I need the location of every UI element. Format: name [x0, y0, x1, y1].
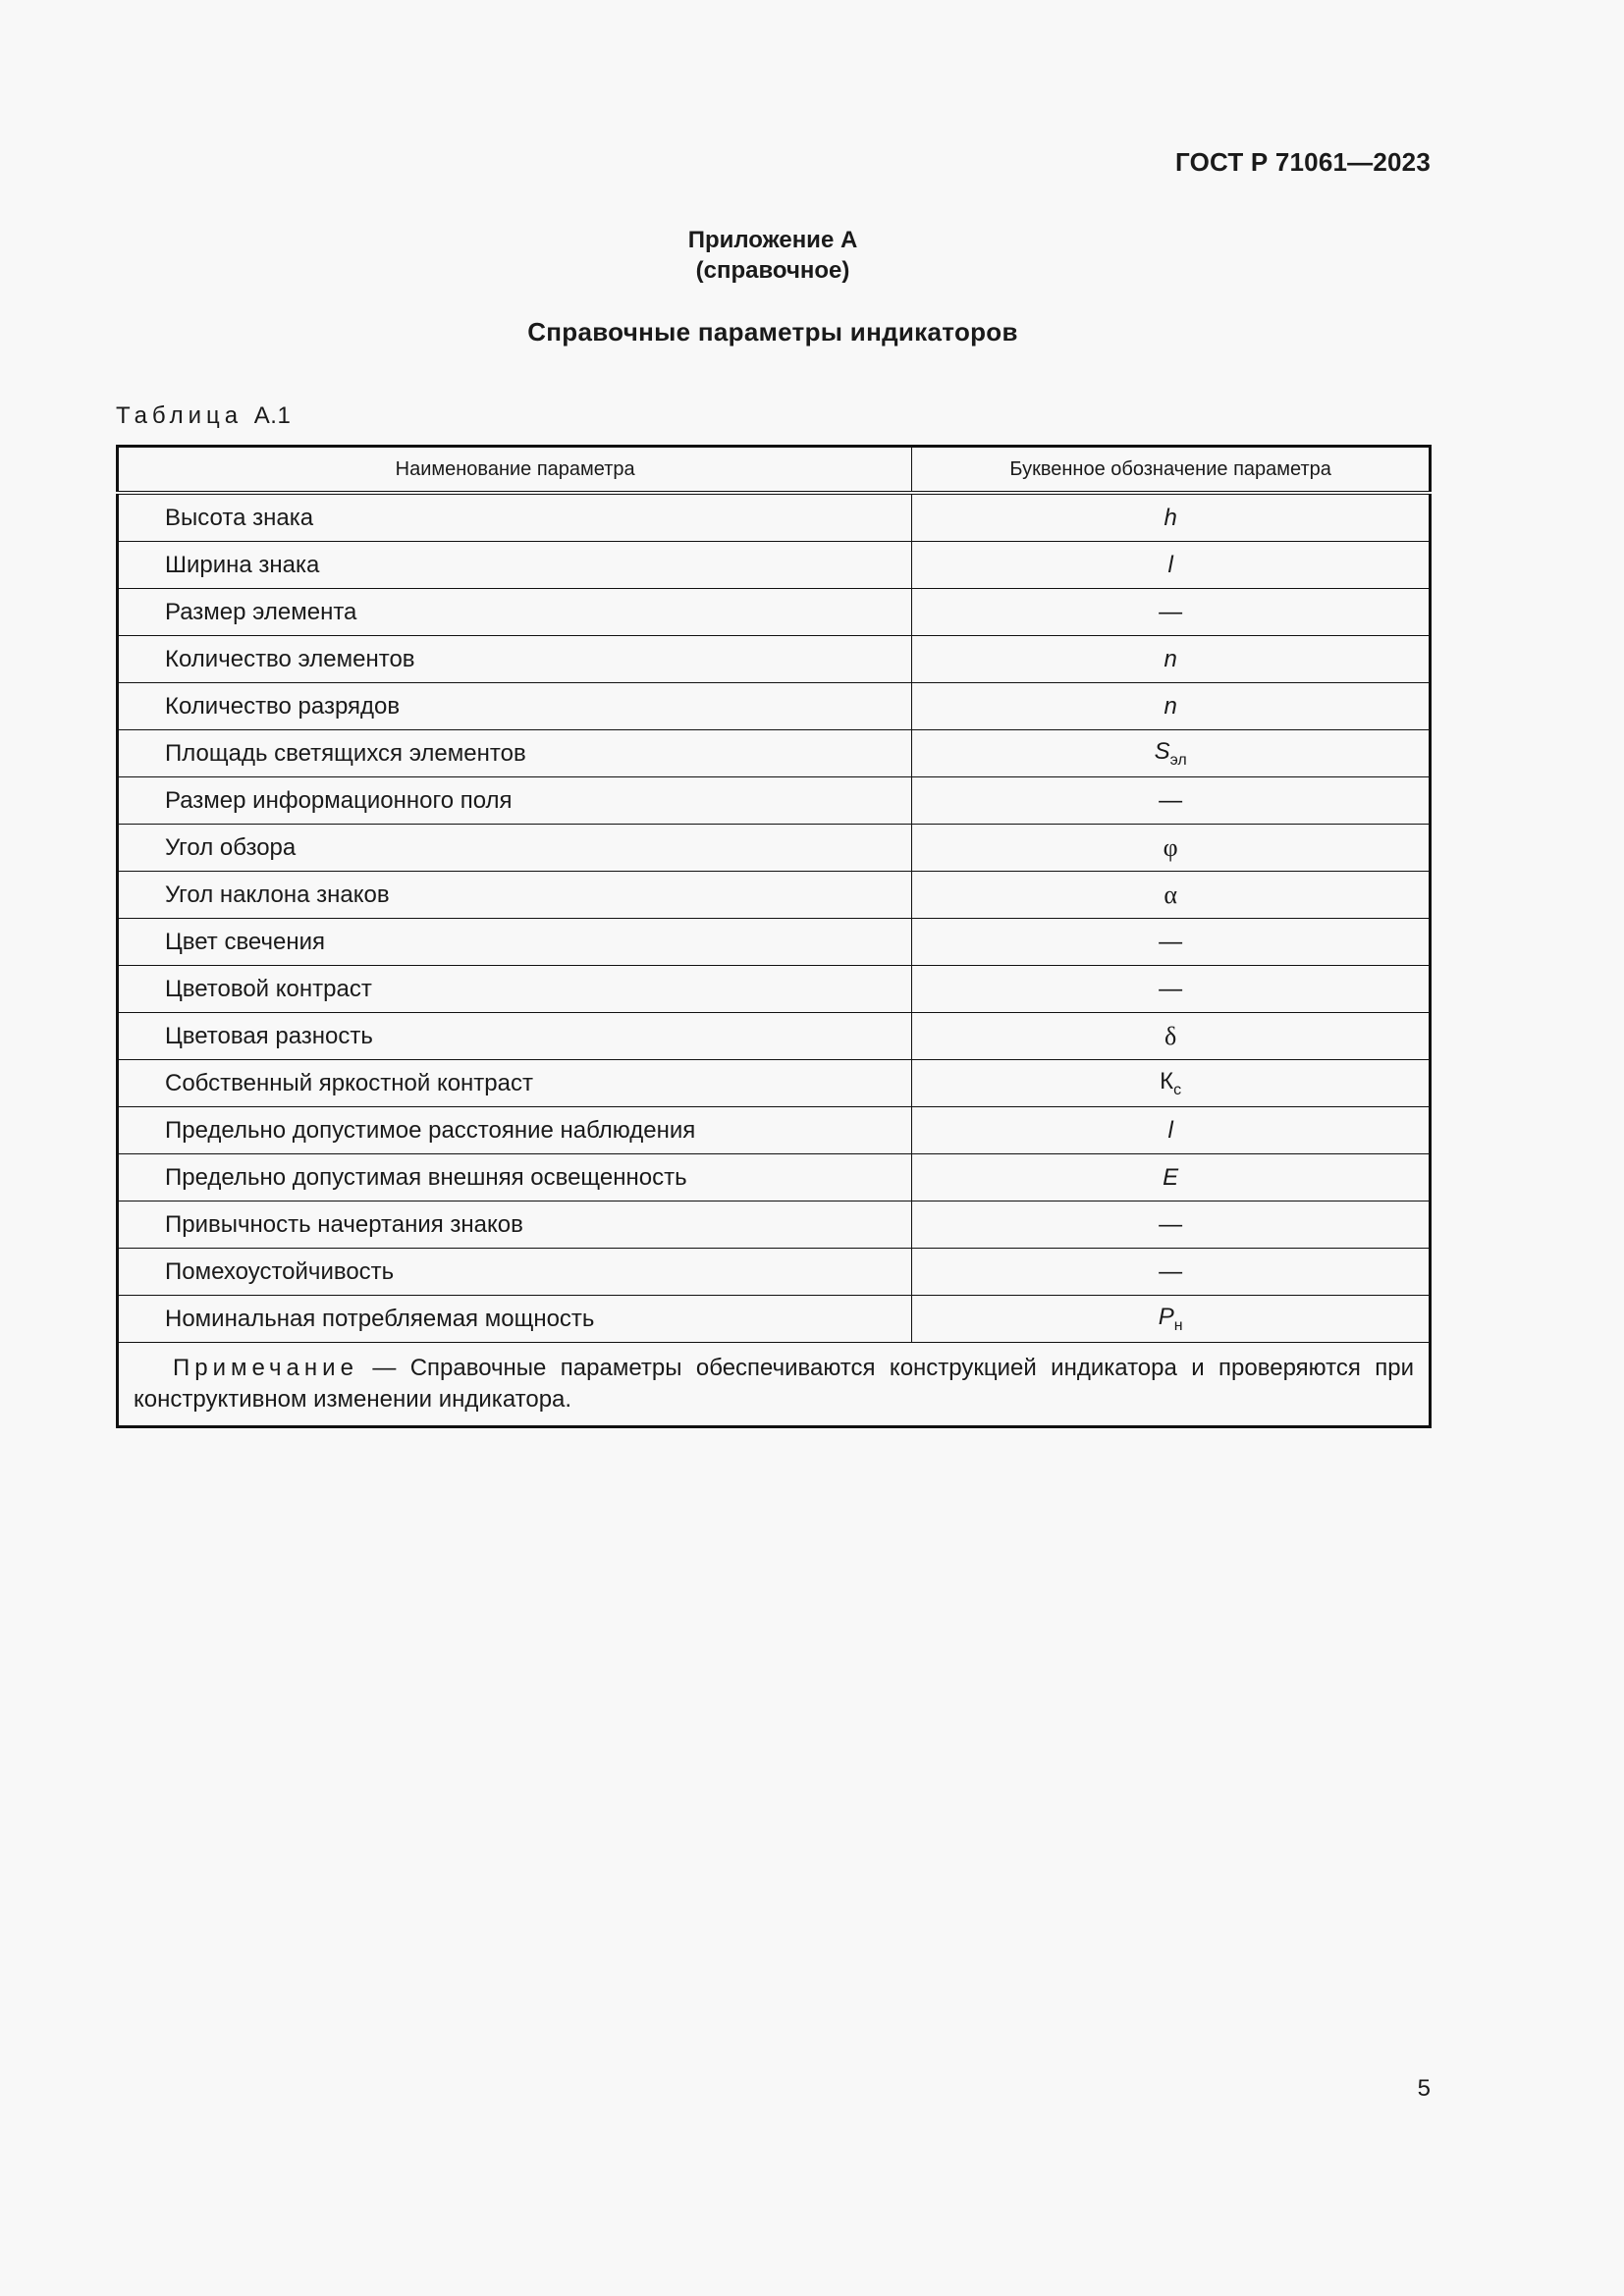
parameter-name: Предельно допустимое расстояние наблюдения [118, 1107, 912, 1154]
parameter-name: Угол обзора [118, 825, 912, 872]
parameter-symbol: — [1159, 975, 1183, 1002]
parameter-symbol: h [1164, 504, 1177, 531]
table-caption-word: Таблица [116, 402, 244, 429]
parameter-symbol: — [1159, 928, 1183, 955]
parameter-symbol-cell [912, 872, 1431, 919]
parameter-name: Цветовой контраст [118, 966, 912, 1013]
annex-heading [0, 225, 1545, 286]
section-title: Справочные параметры индикаторов [527, 317, 1018, 347]
parameter-symbol-cell [912, 1201, 1431, 1249]
parameter-symbol: δ [1164, 1021, 1177, 1050]
parameter-symbol-cell [912, 919, 1431, 966]
parameter-symbol-subscript: с [1173, 1081, 1182, 1098]
parameter-symbol-cell [912, 1296, 1431, 1343]
parameter-name: Предельно допустимая внешняя освещенность [118, 1154, 912, 1201]
table-row [118, 1060, 1431, 1107]
table-row [118, 730, 1431, 777]
parameter-symbol: α [1164, 880, 1177, 909]
table-caption-number: А.1 [253, 402, 292, 429]
table-row [118, 542, 1431, 589]
parameter-symbol: E [1163, 1163, 1179, 1191]
table-row [118, 825, 1431, 872]
parameter-name: Количество элементов [118, 636, 912, 683]
table-header-row [118, 447, 1431, 494]
parameter-name: Высота знака [118, 493, 912, 542]
parameter-symbol: — [1159, 786, 1183, 814]
table-row [118, 1107, 1431, 1154]
annex-title: Приложение А [687, 227, 858, 253]
parameter-symbol-cell [912, 589, 1431, 636]
parameter-name: Помехоустойчивость [118, 1249, 912, 1296]
parameters-table [116, 445, 1432, 1428]
parameter-symbol-cell [912, 777, 1431, 825]
parameter-symbol-subscript: н [1173, 1316, 1183, 1334]
table-row [118, 1154, 1431, 1201]
parameter-symbol: К [1160, 1067, 1174, 1095]
parameter-symbol-cell [912, 636, 1431, 683]
parameter-symbol-cell [912, 542, 1431, 589]
parameter-name: Размер элемента [118, 589, 912, 636]
table-body [118, 493, 1431, 1343]
parameter-symbol: P [1158, 1303, 1174, 1330]
parameter-symbol: n [1164, 692, 1177, 720]
table-row [118, 493, 1431, 542]
parameter-name: Привычность начертания знаков [118, 1201, 912, 1249]
table-row [118, 872, 1431, 919]
parameter-name: Ширина знака [118, 542, 912, 589]
parameter-symbol-subscript: эл [1169, 751, 1187, 769]
note-text: — Справочные параметры обеспечиваются конструкцией индикатора и проверяются при конструктивном изменении индикатора. [134, 1355, 1414, 1413]
table-note [118, 1343, 1431, 1427]
parameter-symbol-cell [912, 730, 1431, 777]
note-label: Примечание [173, 1355, 358, 1381]
table-row [118, 1013, 1431, 1060]
parameter-symbol: — [1159, 598, 1183, 625]
parameter-name: Размер информационного поля [118, 777, 912, 825]
table-row [118, 1296, 1431, 1343]
parameter-symbol-cell [912, 825, 1431, 872]
annex-status: (справочное) [695, 257, 850, 284]
table-row [118, 777, 1431, 825]
parameter-symbol: φ [1163, 832, 1178, 862]
table-row [118, 966, 1431, 1013]
parameter-name: Цвет свечения [118, 919, 912, 966]
table-row [118, 683, 1431, 730]
parameter-symbol-cell [912, 683, 1431, 730]
parameter-symbol-cell [912, 1107, 1431, 1154]
parameter-symbol-cell [912, 966, 1431, 1013]
table-row [118, 919, 1431, 966]
parameter-symbol-cell [912, 1249, 1431, 1296]
parameter-symbol: l [1167, 1116, 1173, 1144]
table-caption [116, 402, 291, 430]
parameter-symbol: n [1164, 645, 1177, 672]
parameter-symbol-cell [912, 493, 1431, 542]
parameter-symbol-cell [912, 1013, 1431, 1060]
column-header-name: Наименование параметра [118, 447, 912, 494]
parameter-name: Собственный яркостной контраст [118, 1060, 912, 1107]
table-note-row [118, 1343, 1431, 1427]
parameter-name: Площадь светящихся элементов [118, 730, 912, 777]
parameter-symbol: S [1154, 737, 1170, 765]
parameter-symbol-cell [912, 1154, 1431, 1201]
parameter-name: Угол наклона знаков [118, 872, 912, 919]
parameter-symbol: — [1159, 1257, 1183, 1285]
table-row [118, 1249, 1431, 1296]
parameter-symbol: — [1159, 1210, 1183, 1238]
parameter-name: Номинальная потребляемая мощность [118, 1296, 912, 1343]
table-row [118, 589, 1431, 636]
document-code: ГОСТ Р 71061—2023 [1175, 147, 1431, 177]
column-header-symbol: Буквенное обозначение параметра [912, 447, 1431, 494]
parameter-symbol-cell [912, 1060, 1431, 1107]
parameter-name: Цветовая разность [118, 1013, 912, 1060]
parameter-symbol: l [1167, 551, 1173, 578]
parameter-name: Количество разрядов [118, 683, 912, 730]
table-row [118, 636, 1431, 683]
table-row [118, 1201, 1431, 1249]
page-number: 5 [1417, 2075, 1431, 2102]
